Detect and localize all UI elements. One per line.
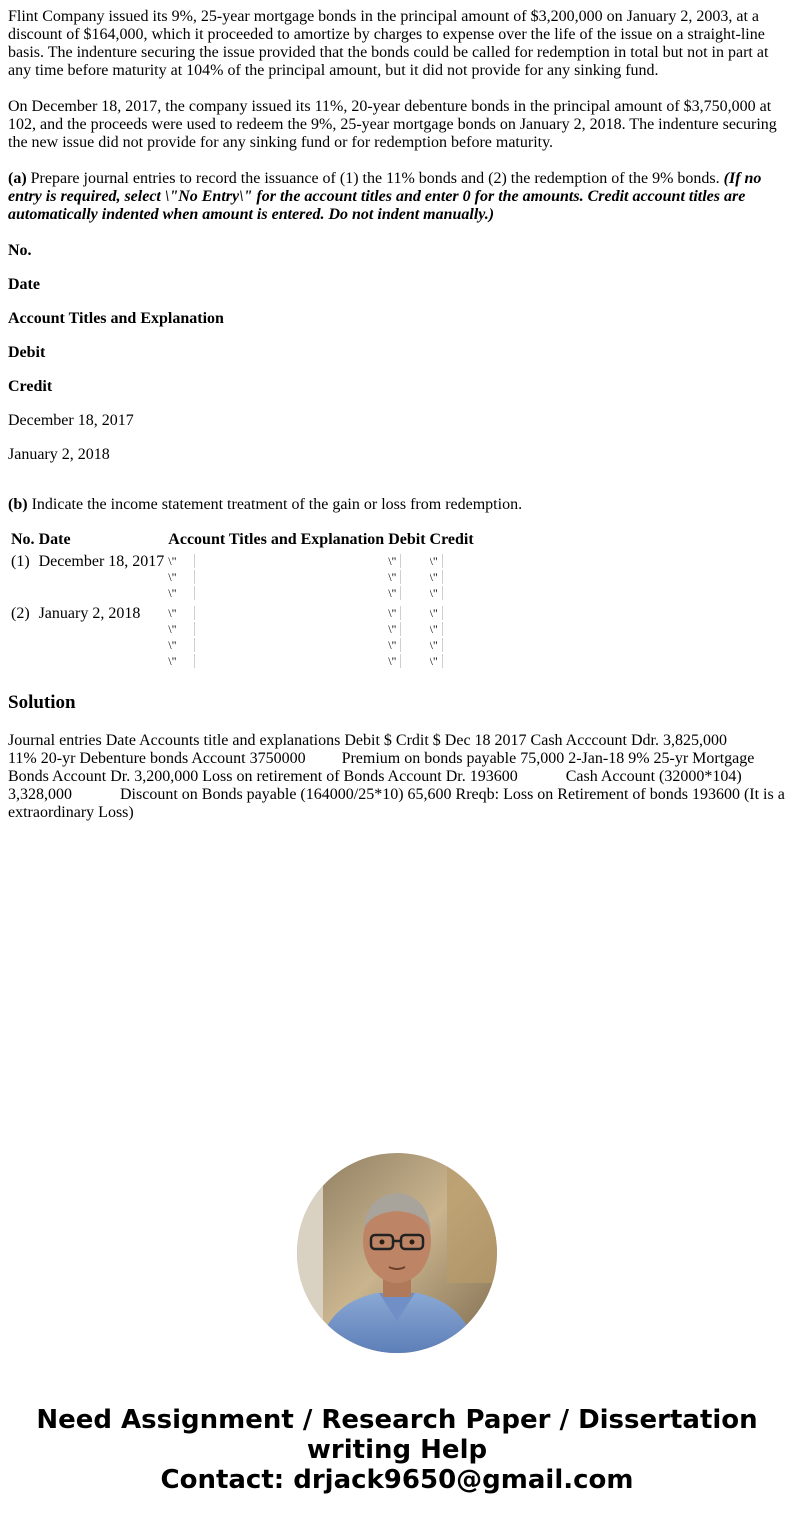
col-header-date: Date [38,531,71,548]
row-number: (2) [11,605,30,622]
account-input[interactable] [168,622,195,636]
debit-input[interactable] [388,622,401,636]
account-input[interactable] [168,554,195,568]
debit-input[interactable] [388,570,401,584]
credit-input[interactable] [430,554,443,568]
col-header-credit: Credit [429,531,474,548]
promo-line-1: Need Assignment / Research Paper / Dissertation [36,1405,758,1435]
credit-input[interactable] [430,622,443,636]
col-header-debit: Debit [388,531,426,548]
table-row [10,552,475,602]
debit-input[interactable] [388,554,401,568]
credit-input[interactable] [430,570,443,584]
solution-text: Journal entries Date Accounts title and explanations Debit $ Crdit $ Dec 18 2017 Cash Acccount Ddr. 3,825,000 11% 20-yr Debenture bonds Account 3750000 Premium on bonds payable 75,000 2-Jan-18 9% 25-yr Mortgage Bonds Account Dr. 3,200,000 Loss on retirement of Bonds Account Dr. 193600 Cash Account (32000*104) 3,328,000 Discount on Bonds payable (164000/25*10) 65,600 Rreqb: Loss on Retirement of bonds 193600 (It is a extraordinary Loss) [8,732,789,821]
header-credit: Credit [8,378,53,395]
credit-input[interactable] [430,606,443,620]
debit-input[interactable] [388,586,401,600]
part-a-paragraph [8,170,786,224]
promo-line-2: writing Help [306,1435,488,1465]
promo-contact[interactable]: Contact: drjack9650@gmail.com [160,1465,634,1495]
avatar-photo-icon [297,1153,497,1353]
account-input[interactable] [168,606,195,620]
debit-input[interactable] [388,654,401,668]
date-entry-1: December 18, 2017 [8,412,134,429]
col-header-account: Account Titles and Explanation [168,531,385,548]
header-no: No. [8,242,32,259]
account-input[interactable] [168,586,195,600]
date-entry-2: January 2, 2018 [8,446,110,463]
spacer [8,480,786,496]
account-input[interactable] [168,570,195,584]
problem-paragraph-1: Flint Company issued its 9%, 25-year mortgage bonds in the principal amount of $3,200,000 on January 2, 2003, at a discount of $164,000, which it proceeded to amortize by charges to expense over the life of the issue on a straight-line basis. The indenture securing the issue provided that the bonds could be called for redemption in total but not in part at any time before maturity at 104% of the principal amount, but it did not provide for any sinking fund. [8,8,769,79]
credit-input[interactable] [430,586,443,600]
account-input[interactable] [168,638,195,652]
journal-entry-table [8,528,477,672]
col-header-no: No. [11,531,35,548]
credit-input[interactable] [430,638,443,652]
part-b-text: Indicate the income statement treatment of the gain or loss from redemption. [27,496,523,513]
part-a-label: (a) [8,170,27,187]
header-account: Account Titles and Explanation [8,310,224,327]
row-number: (1) [11,553,30,570]
promo-text [0,1405,794,1495]
debit-input[interactable] [388,638,401,652]
table-row [10,604,475,670]
solution-heading: Solution [8,692,76,713]
credit-input[interactable] [430,654,443,668]
avatar [297,1153,497,1353]
part-b-paragraph [8,496,786,514]
row-date: January 2, 2018 [38,605,141,622]
header-debit: Debit [8,344,46,361]
debit-input[interactable] [388,606,401,620]
part-a-instruction: (If no entry is required, select \"No Entry\" for the account titles and enter 0 for the amounts. Credit account titles are automatically indented when amount is entered. Do not indent manually.) [8,170,762,223]
header-date: Date [8,276,40,293]
row-date: December 18, 2017 [38,553,165,570]
document-body [8,8,789,840]
part-b-label: (b) [8,496,28,513]
journal-header-row [10,530,475,550]
problem-paragraph-2: On December 18, 2017, the company issued its 11%, 20-year debenture bonds in the principal amount of $3,750,000 at 102, and the proceeds were used to redeem the 9%, 25-year mortgage bonds on January 2, 2018. The indenture securing the new issue did not provide for any sinking fund or for redemption before maturity. [8,98,777,151]
account-input[interactable] [168,654,195,668]
part-a-text: Prepare journal entries to record the issuance of (1) the 11% bonds and (2) the redemption of the 9% bonds. [26,170,724,187]
promo-section [0,1153,794,1495]
